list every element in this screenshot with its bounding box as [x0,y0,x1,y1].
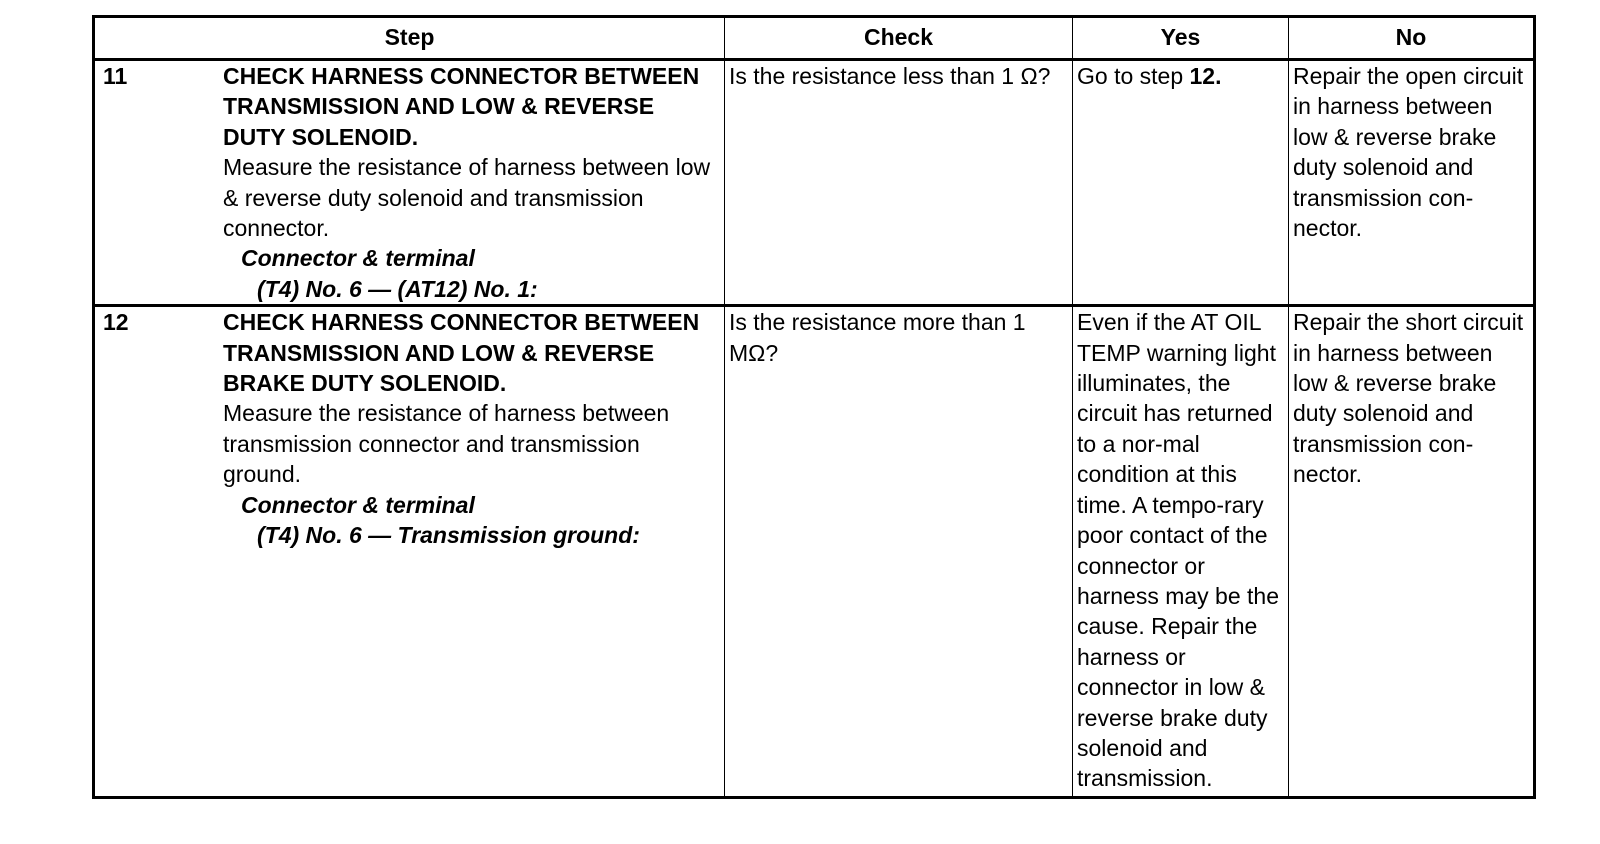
table-row [94,306,1535,798]
step-description: Measure the resistance of harness between transmission connector and transmission ground. [223,400,670,488]
column-header-step: Step [94,17,725,60]
step-number: 12 [103,309,129,336]
no-cell: Repair the short circuit in harness between low & reverse brake duty solenoid and transmission con-nector. [1289,306,1535,798]
check-cell: Is the resistance more than 1 MΩ? [725,306,1073,798]
check-cell: Is the resistance less than 1 Ω? [725,60,1073,306]
table-header-row [94,17,1535,60]
no-cell: Repair the open circuit in harness between low & reverse brake duty solenoid and transmission con-nector. [1289,60,1535,306]
step-heading: CHECK HARNESS CONNECTOR BETWEEN TRANSMISSION AND LOW & REVERSE BRAKE DUTY SOLENOID. [223,309,700,397]
connector-spec: (T4) No. 6 — Transmission ground: [257,522,640,549]
column-header-yes: Yes [1073,17,1289,60]
column-header-no: No [1289,17,1535,60]
connector-title: Connector & terminal [241,245,475,272]
step-cell [94,60,725,306]
table-row [94,60,1535,306]
column-header-check: Check [725,17,1073,60]
yes-prefix: Go to step [1077,63,1184,89]
connector-spec: (T4) No. 6 — (AT12) No. 1: [257,275,538,302]
yes-cell [1073,60,1289,306]
yes-cell: Even if the AT OIL TEMP warning light illuminates, the circuit has returned to a nor-mal condition at this time. A tempo-rary poor contact of the connector or harness may be the cause. Repair the harness or connector in low & reverse brake duty solenoid and transmission. [1073,306,1289,798]
diagnostic-table [92,15,1536,799]
step-heading: CHECK HARNESS CONNECTOR BETWEEN TRANSMISSION AND LOW & REVERSE DUTY SOLENOID. [223,63,700,150]
yes-step-link: 12. [1189,63,1222,89]
step-description: Measure the resistance of harness between low & reverse duty solenoid and transmission connector. [223,154,711,242]
connector-title: Connector & terminal [241,491,475,518]
step-number: 11 [103,63,128,89]
step-cell [94,306,725,798]
